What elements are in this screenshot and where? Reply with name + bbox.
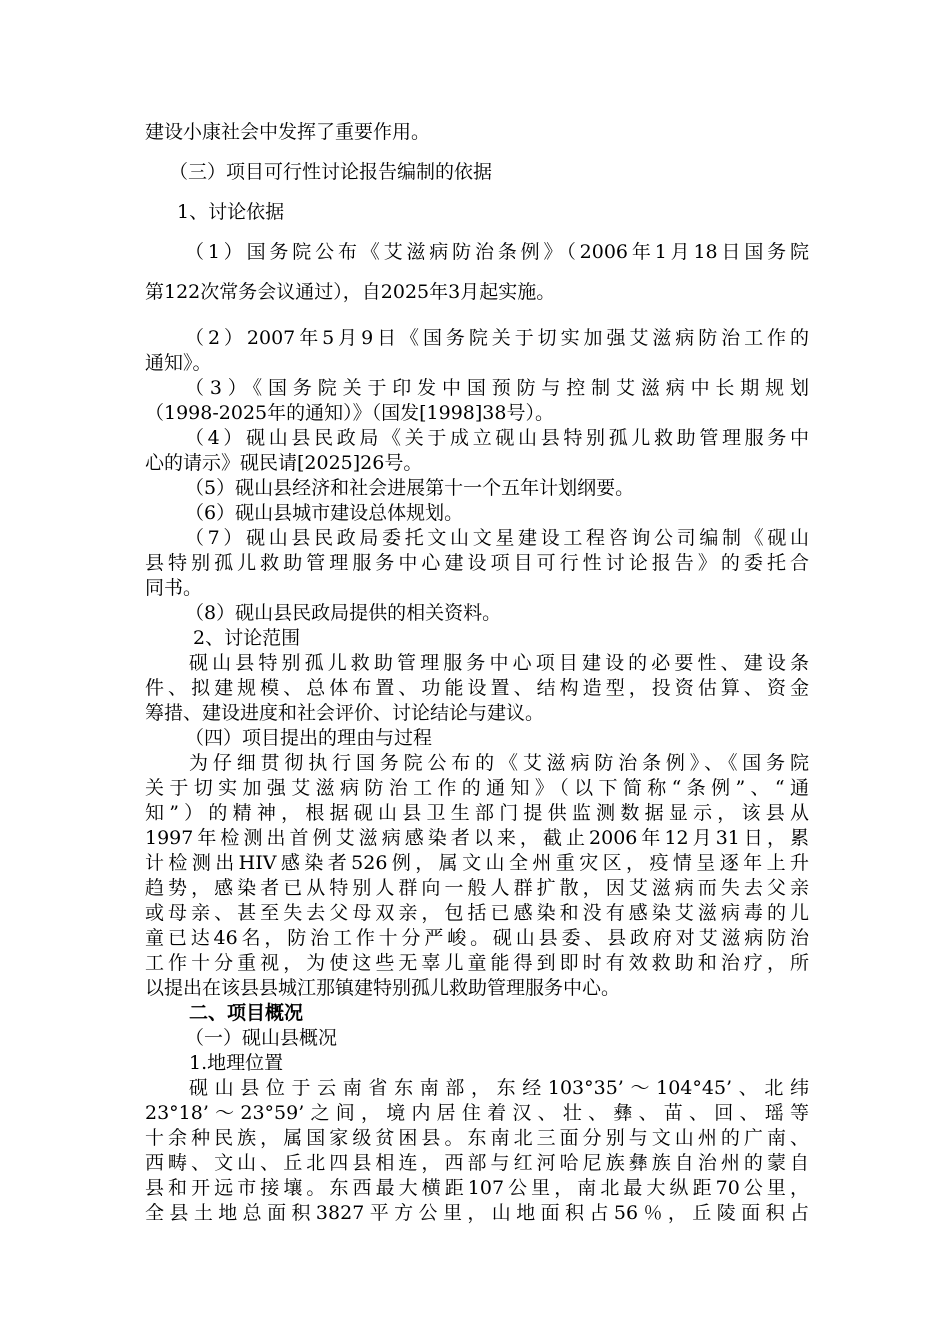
text-line: 十余种民族，属国家级贫困县。东南北三面分别与文山州的广南、: [145, 1127, 809, 1149]
text-line: （6）砚山县城市建设总体规划。: [185, 502, 464, 524]
text-line: （3）《国务院关于印发中国预防与控制艾滋病中长期规划: [185, 377, 809, 399]
text-line: 知”）的精神，根据砚山县卫生部门提供监测数据显示，该县从: [145, 802, 809, 824]
text-line: 件、拟建规模、总体布置、功能设置、结构造型，投资估算、资金: [145, 677, 809, 699]
text-line: 关于切实加强艾滋病防治工作的通知》（以下简称“条例”、“通: [145, 777, 809, 799]
text-line: （7）砚山县民政局委托文山文星建设工程咨询公司编制《砚山: [185, 527, 809, 549]
text-line: （四）项目提出的理由与过程: [185, 727, 433, 749]
text-line: 砚山县特别孤儿救助管理服务中心项目建设的必要性、建设条: [189, 652, 809, 674]
text-line: （4）砚山县民政局《关于成立砚山县特别孤儿救助管理服务中: [185, 427, 809, 449]
text-line: （三）项目可行性讨论报告编制的依据: [169, 161, 493, 183]
text-line: 趋势，感染者已从特别人群向一般人群扩散，因艾滋病而失去父亲: [145, 877, 809, 899]
text-line: 同书。: [145, 577, 203, 599]
text-line: 全县土地总面积3827平方公里，山地面积占56％，丘陵面积占: [145, 1202, 809, 1224]
text-line: 县特别孤儿救助管理服务中心建设项目可行性讨论报告》的委托合: [145, 552, 809, 574]
text-line: 县和开远市接壤。东西最大横距107公里，南北最大纵距70公里，: [145, 1177, 809, 1199]
text-line: 1、讨论依据: [177, 201, 285, 223]
text-line: 二、项目概况: [189, 1002, 304, 1024]
text-line: 为仔细贯彻执行国务院公布的《艾滋病防治条例》、《国务院: [189, 752, 809, 774]
text-line: 以提出在该县县城江那镇建特别孤儿救助管理服务中心。: [145, 977, 621, 999]
text-line: （1998-2025年的通知）》（国发[1998]38号）。: [145, 402, 554, 424]
text-line: （1）国务院公布《艾滋病防治条例》（2006年1月18日国务院: [185, 241, 809, 263]
text-line: 工作十分重视，为使这些无辜儿童能得到即时有效救助和治疗，所: [145, 952, 809, 974]
text-line: 计检测出HIV感染者526例，属文山全州重灾区，疫情呈逐年上升: [145, 852, 809, 874]
text-line: 23°18’～23°59’之间，境内居住着汉、壮、彝、苗、回、瑶等: [145, 1102, 809, 1124]
text-line: （5）砚山县经济和社会进展第十一个五年计划纲要。: [185, 477, 635, 499]
text-line: （2）2007年5月9日《国务院关于切实加强艾滋病防治工作的: [185, 327, 809, 349]
text-line: 第122次常务会议通过），自2025年3月起实施。: [145, 281, 556, 303]
text-line: 或母亲、甚至失去父母双亲，包括已感染和没有感染艾滋病毒的儿: [145, 902, 809, 924]
text-line: （一）砚山县概况: [185, 1027, 338, 1049]
text-line: 砚山县位于云南省东南部，东经103°35’～104°45’、北纬: [189, 1077, 809, 1099]
text-line: 1997年检测出首例艾滋病感染者以来，截止2006年12月31日，累: [145, 827, 809, 849]
text-line: 建设小康社会中发挥了重要作用。: [145, 121, 431, 143]
text-line: 心的请示》砚民请[2025]26号。: [145, 452, 423, 474]
text-line: 通知》。: [145, 352, 212, 374]
text-line: 2、讨论范围: [193, 627, 301, 649]
text-line: 1.地理位置: [189, 1052, 284, 1074]
text-line: 童已达46名，防治工作十分严峻。砚山县委、县政府对艾滋病防治: [145, 927, 809, 949]
text-line: 西畴、文山、丘北四县相连，西部与红河哈尼族彝族自治州的蒙自: [145, 1152, 809, 1174]
document-page: [145, 112, 809, 1226]
text-line: （8）砚山县民政局提供的相关资料。: [185, 602, 502, 624]
text-line: 筹措、建设进度和社会评价、讨论结论与建议。: [145, 702, 545, 724]
